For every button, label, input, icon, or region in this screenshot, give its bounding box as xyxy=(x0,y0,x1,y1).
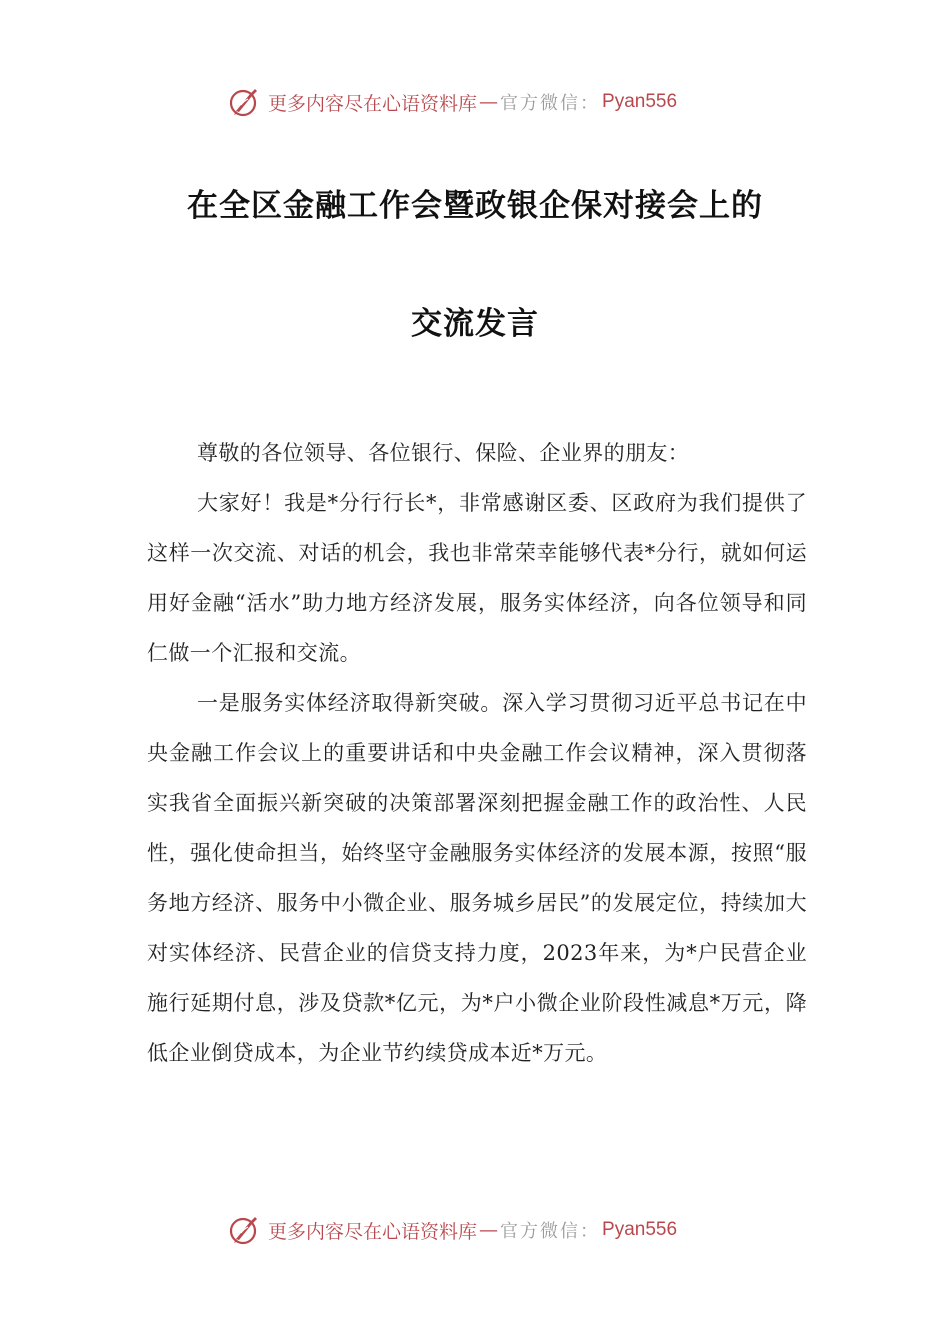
banner-sub-text: 官方微信： xyxy=(500,1221,601,1242)
banner-wechat-id: Pyan556 xyxy=(602,1219,678,1240)
document-body xyxy=(147,428,807,1078)
pen-circle-logo-icon xyxy=(228,85,262,119)
footer-banner xyxy=(228,1212,748,1248)
banner-main-text: 更多内容尽在心语资料库 xyxy=(268,92,478,115)
banner-wechat-id: Pyan556 xyxy=(602,91,678,112)
paragraph-greeting: 尊敬的各位领导、各位银行、保险、企业界的朋友： xyxy=(197,441,690,465)
paragraph-point-one: 一是服务实体经济取得新突破。深入学习贯彻习近平总书记在中央金融工作会议上的重要讲话和中央金融工作会议精神，深入贯彻落实我省全面振兴新突破的决策部署深刻把握金融工作的政治性、人民性，强化使命担当，始终坚守金融服务实体经济的发展本源，按照“服务地方经济、服务中小微企业、服务城乡居民”的发展定位，持续加大对实体经济、民营企业的信贷支持力度，2023年来，为*户民营企业施行延期付息，涉及贷款*亿元，为*户小微企业阶段性减息*万元，降低企业倒贷成本，为企业节约续贷成本近*万元。 xyxy=(147,691,807,1065)
banner-dash: — xyxy=(479,1219,499,1241)
paragraph-opening: 大家好！我是*分行行长*，非常感谢区委、区政府为我们提供了这样一次交流、对话的机会，我也非常荣幸能够代表*分行，就如何运用好金融“活水”助力地方经济发展，服务实体经济，向各位领导和同仁做一个汇报和交流。 xyxy=(147,491,807,665)
document-title-line-1: 在全区金融工作会暨政银企保对接会上的 xyxy=(187,188,763,224)
header-banner xyxy=(228,84,748,120)
banner-dash: — xyxy=(479,91,499,113)
banner-main-text: 更多内容尽在心语资料库 xyxy=(268,1220,478,1243)
pen-circle-logo-icon xyxy=(228,1213,262,1247)
banner-sub-text: 官方微信： xyxy=(500,93,601,114)
document-title-line-2: 交流发言 xyxy=(411,306,539,342)
